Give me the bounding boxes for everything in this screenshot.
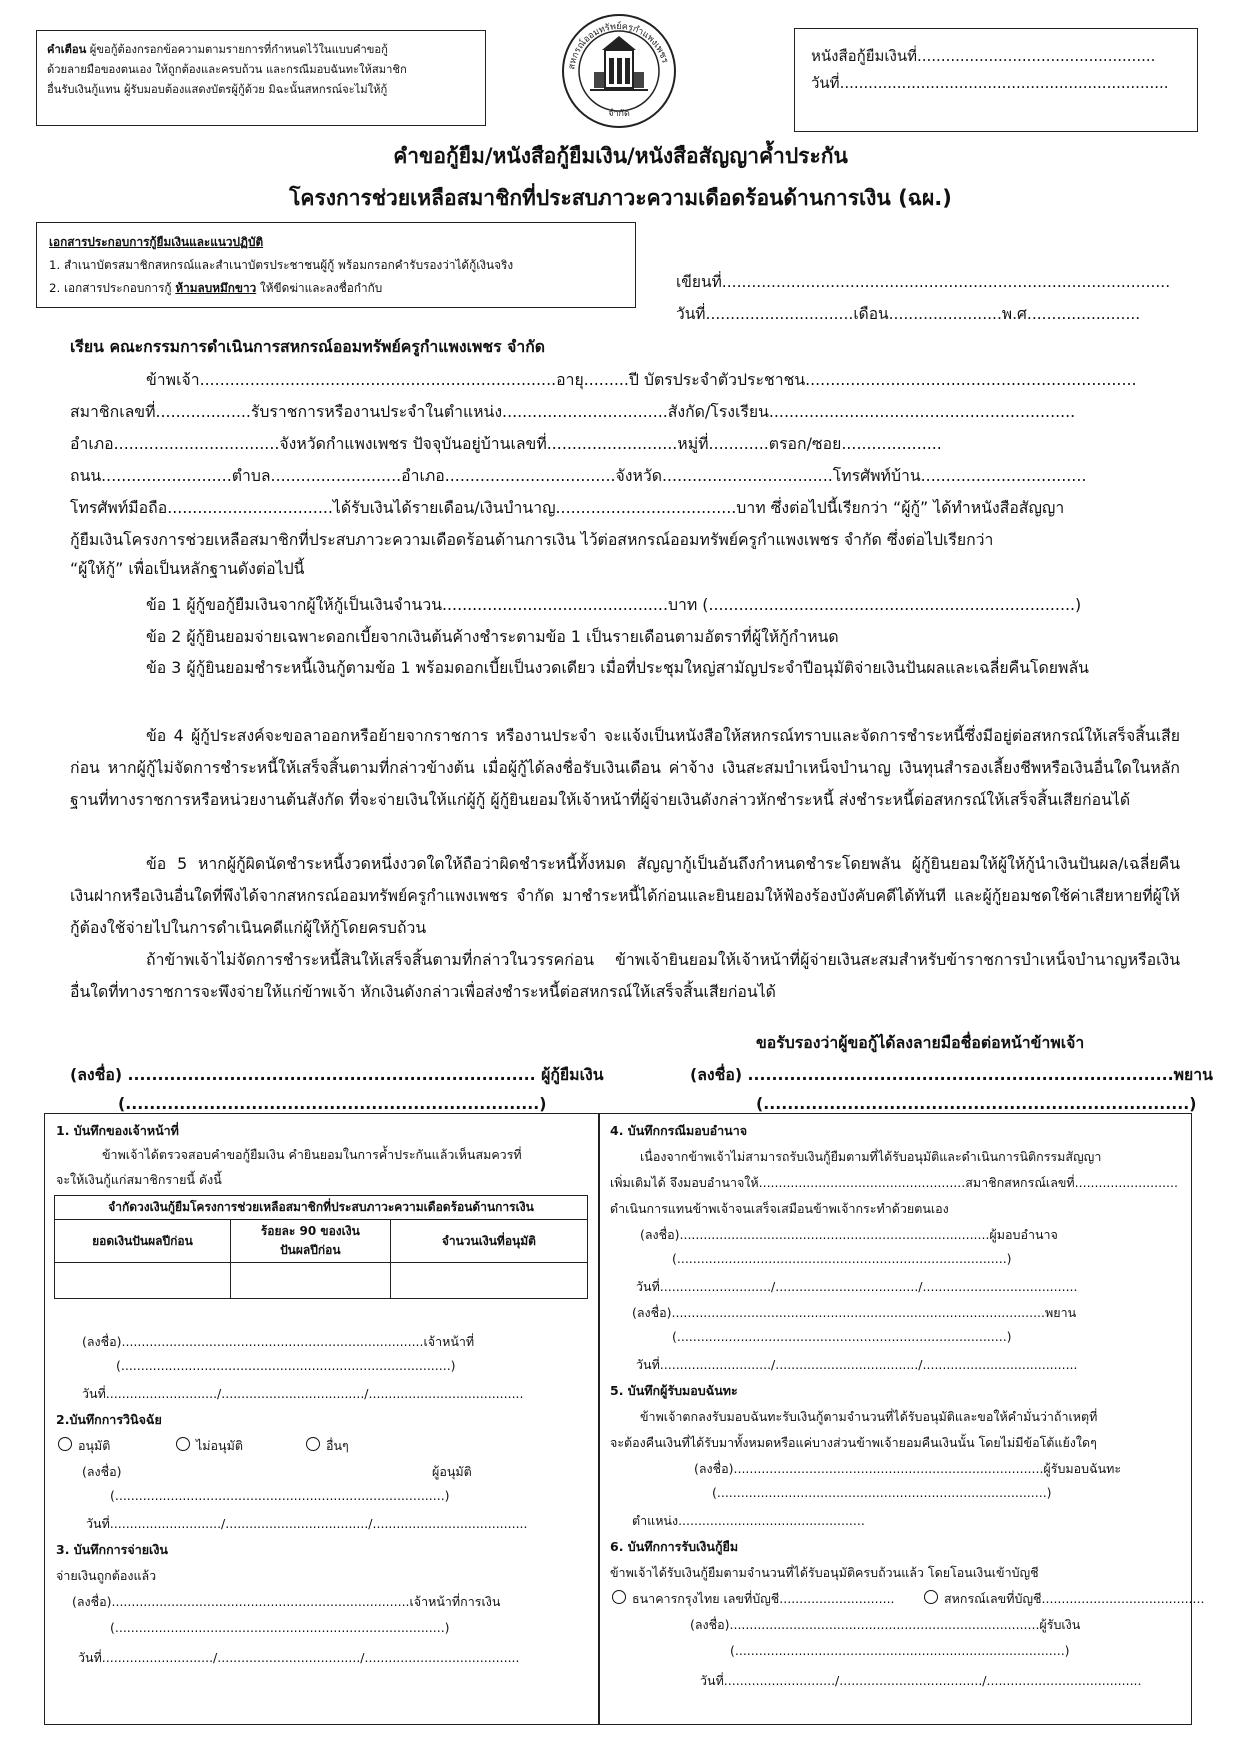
officer-record-title: 1. บันทึกของเจ้าหน้าที่	[56, 1123, 179, 1138]
cashier-date-field[interactable]: วันที่............................/..................................../.......................................	[78, 1650, 520, 1665]
approver-role: ผู้อนุมัติ	[432, 1464, 472, 1479]
power-of-attorney-title: 4. บันทึกกรณีมอบอำนาจ	[610, 1123, 748, 1138]
cashier-signature-field[interactable]: (ลงชื่อ)...........................................................................เจ้าหน้าที่การเงิน	[72, 1594, 501, 1609]
written-at-field[interactable]: เขียนที่...........................................................................................	[676, 273, 1171, 291]
option-other[interactable]: อื่นๆ	[306, 1436, 349, 1456]
radio-circle-icon	[176, 1437, 190, 1451]
form-subtitle: โครงการช่วยเหลือสมาชิกที่ประสบภาวะความเดือดร้อนด้านการเงิน (ฉผ.)	[289, 186, 952, 210]
written-date-field[interactable]: วันที่..............................เดือน.......................พ.ศ.......................	[676, 305, 1141, 323]
radio-circle-icon	[612, 1590, 626, 1604]
witness-signature-field[interactable]: (ลงชื่อ) .......................................................................พยาน	[690, 1065, 1213, 1084]
clause-5: ข้อ 5 หากผู้กู้ผิดนัดชำระหนี้งวดหนึ่งงวดใดให้ถือว่าผิดชำระหนี้ทั้งหมด สัญญากู้เป็นอันถึงกำหนดชำระโดยพลัน ผู้กู้ยินยอมให้ผู้ให้กู้นำเงินปันผล/เฉลี่ยคืน เงินฝากหรือเงินอื่นใดที่พึงได้จากสหกรณ์ออมทรัพย์ครูกำแพงเพชร จำกัด มาชำระหนี้ได้ก่อนและยินยอมให้ฟ้องร้องบังคับคดีได้ทันที และผู้กู้ยอมชดใช้ค่าเสียหายที่ผู้ให้กู้ต้องใช้จ่ายไปในการดำเนินคดีแก่ผู้ให้กู้โดยครบถ้วน	[70, 854, 1180, 937]
officer-record-p1: ข้าพเจ้าได้ตรวจสอบคำขอกู้ยืมเงิน คำยินยอมในการค้ำประกันแล้วเห็นสมควรที่	[102, 1147, 522, 1162]
body-line-7: “ผู้ให้กู้” เพื่อเป็นหลักฐานดังต่อไปนี้	[70, 559, 305, 578]
body-line-3[interactable]: อำเภอ.................................จังหวัดกำแพงเพชร ปัจจุบันอยู่บ้านเลขที่..........................หมู่ที่............ตรอก/ซอย....................	[70, 434, 942, 453]
poa-p2[interactable]: เพิ่มเติมได้ จึงมอบอำนาจให้....................................................สมาชิกสหกรณ์เลขที่..........................	[610, 1175, 1178, 1190]
body-line-1[interactable]: ข้าพเจ้า.......................................................................อายุ.........ปี บัตรประจำตัวประชาชน..................................................................	[146, 370, 1137, 389]
poa-p3: ดำเนินการแทนข้าพเจ้าจนเสร็จเสมือนข้าพเจ้ากระทำด้วยตนเอง	[610, 1201, 949, 1216]
radio-circle-icon	[58, 1437, 72, 1451]
poa-witness-signature-field[interactable]: (ลงชื่อ)..............................................................................................พยาน	[632, 1305, 1077, 1320]
seal-top-text: สหกรณ์ออมทรัพย์ครูกำแพงเพชร	[567, 21, 670, 71]
radio-circle-icon	[924, 1590, 938, 1604]
documents-item-2-warning: ห้ามลบหมึกขาว	[175, 281, 257, 295]
payment-title: 3. บันทึกการจ่ายเงิน	[56, 1542, 168, 1557]
cell-approved-amount[interactable]	[390, 1263, 587, 1299]
body-line-6: กู้ยืมเงินโครงการช่วยเหลือสมาชิกที่ประสบภาวะความเดือดร้อนด้านการเงิน ไว้ต่อสหกรณ์ออมทรัพย์ครูกำแพงเพชร จำกัด ซึ่งต่อไปเรียกว่า	[70, 530, 994, 549]
col-prev-dividend: ยอดเงินปันผลปีก่อน	[55, 1220, 231, 1263]
approver-signature-field[interactable]: (ลงชื่อ)	[82, 1464, 122, 1479]
approver-name-field[interactable]: (...................................................................................)	[110, 1488, 450, 1503]
body-line-4[interactable]: ถนน..........................ตำบล..........................อำเภอ..................................จังหวัด..................................โทรศัพท์บ้าน.................................	[70, 466, 1087, 485]
witness-name-field[interactable]: (.......................................................................)	[756, 1094, 1197, 1113]
cashier-name-field[interactable]: (...................................................................................)	[110, 1620, 450, 1635]
option-reject[interactable]: ไม่อนุมัติ	[176, 1436, 243, 1456]
grantor-date-field[interactable]: วันที่............................/..................................../.......................................	[636, 1279, 1078, 1294]
officer-date-field[interactable]: วันที่............................/..................................../.......................................	[82, 1386, 524, 1401]
poa-witness-name-field[interactable]: (...................................................................................)	[672, 1329, 1012, 1344]
documents-item-1: 1. สำเนาบัตรสมาชิกสหกรณ์และสำเนาบัตรประชาชนผู้กู้ พร้อมกรอกคำรับรองว่าได้กู้เงินจริง	[49, 258, 514, 272]
proxy-p1: ข้าพเจ้าตกลงรับมอบฉันทะรับเงินกู้ตามจำนวนที่ได้รับอนุมัติและขอให้คำมั่นว่าถ้าเหตุที่	[640, 1409, 1098, 1424]
approver-date-field[interactable]: วันที่............................/..................................../.......................................	[86, 1516, 528, 1531]
col-90-percent: ร้อยละ 90 ของเงิน	[260, 1224, 360, 1238]
borrower-name-field[interactable]: (.....................................................................)	[118, 1094, 547, 1113]
witness-certification: ขอรับรองว่าผู้ขอกู้ได้ลงลายมือชื่อต่อหน้าข้าพเจ้า	[756, 1033, 1085, 1052]
receiver-date-field[interactable]: วันที่............................/..................................../.......................................	[700, 1673, 1142, 1688]
receipt-record-title: 6. บันทึกการรับเงินกู้ยืม	[610, 1539, 739, 1554]
receipt-note: ข้าพเจ้าได้รับเงินกู้ยืมตามจำนวนที่ได้รับอนุมัติครบถ้วนแล้ว โดยโอนเงินเข้าบัญชี	[610, 1565, 1039, 1580]
contract-number-field[interactable]: หนังสือกู้ยืมเงินที่..................................................	[811, 47, 1156, 65]
payment-note: จ่ายเงินถูกต้องแล้ว	[56, 1568, 157, 1583]
loan-limit-table	[54, 1195, 588, 1299]
column-divider	[598, 1113, 600, 1725]
warning-line1: ผู้ขอกู้ต้องกรอกข้อความตามรายการที่กำหนดไว้ในแบบคำขอกู้	[89, 43, 388, 56]
option-krungthai-account[interactable]: ธนาคารกรุงไทย เลขที่บัญชี.............................	[612, 1589, 895, 1609]
receiver-signature-field[interactable]: (ลงชื่อ)..............................................................................ผู้รับเงิน	[690, 1617, 1081, 1632]
body-line-5[interactable]: โทรศัพท์มือถือ.................................ได้รับเงินได้รายเดือน/เงินบำนาญ....................................บาท ซึ่งต่อไปนี้เรียกว่า “ผู้กู้” ได้ทำหนังสือสัญญา	[70, 498, 1065, 517]
grantor-signature-field[interactable]: (ลงชื่อ)..............................................................................ผู้มอบอำนาจ	[640, 1227, 1058, 1242]
cell-prev-dividend[interactable]	[55, 1263, 231, 1299]
seal-bottom-text: จำกัด	[608, 109, 630, 119]
warning-line3: อื่นรับเงินกู้แทน ผู้รับมอบต้องแสดงบัตรผู้กู้ด้วย มิฉะนั้นสหกรณ์จะไม่ให้กู้	[47, 83, 388, 96]
contract-date-field[interactable]: วันที่.....................................................................	[811, 74, 1169, 92]
clause-4: ข้อ 4 ผู้กู้ประสงค์จะขอลาออกหรือย้ายจากราชการ หรืองานประจำ จะแจ้งเป็นหนังสือให้สหกรณ์ทราบและจัดการชำระหนี้ซึ่งมีอยู่ต่อสหกรณ์ให้เสร็จสิ้นเสียก่อน หากผู้กู้ไม่จัดการชำระหนี้ให้เสร็จสิ้นตามที่กล่าวข้างต้น เมื่อผู้กู้ได้ลงชื่อรับเงินเดือน ค่าจ้าง เงินสะสมบำเหน็จบำนาญ เงินทุนสำรองเลี้ยงชีพหรือเงินอื่นใดในหลักฐานที่ทางราชการหรือหน่วยงานต้นสังกัด ที่จะจ่ายเงินให้แก่ผู้กู้ ผู้กู้ยินยอมให้เจ้าหน้าที่ผู้จ่ายเงินดังกล่าวหักชำระหนี้ ส่งชำระหนี้ต่อสหกรณ์ให้เสร็จสิ้นเสียก่อนได้	[70, 726, 1180, 809]
cell-90-percent[interactable]	[230, 1263, 390, 1299]
col-approved-amount: จำนวนเงินที่อนุมัติ	[390, 1220, 587, 1263]
borrower-signature-field[interactable]: (ลงชื่อ) .................................................................... ผู้กู้ยืมเงิน	[70, 1065, 604, 1084]
poa-p1: เนื่องจากข้าพเจ้าไม่สามารถรับเงินกู้ยืมตามที่ได้รับอนุมัติและดำเนินการนิติกรรมสัญญา	[640, 1149, 1102, 1164]
documents-box	[36, 222, 636, 308]
col-90-percent-sub: ปันผลปีก่อน	[280, 1243, 341, 1257]
documents-heading: เอกสารประกอบการกู้ยืมเงินและแนวปฏิบัติ	[49, 235, 264, 249]
radio-circle-icon	[306, 1437, 320, 1451]
documents-item-2: 2. เอกสารประกอบการกู้	[49, 281, 176, 295]
body-line-2[interactable]: สมาชิกเลขที่...................รับราชการหรืองานประจำในตำแหน่ง.................................สังกัด/โรงเรียน.............................................................	[70, 402, 1076, 421]
officer-record-p2: จะให้เงินกู้แก่สมาชิกรายนี้ ดังนี้	[56, 1172, 222, 1187]
clause-2: ข้อ 2 ผู้กู้ยินยอมจ่ายเฉพาะดอกเบี้ยจากเงินต้นค้างชำระตามข้อ 1 เป็นรายเดือนตามอัตราที่ผู้ให้กู้กำหนด	[146, 627, 839, 646]
proxy-p2: จะต้องคืนเงินที่ได้รับมาทั้งหมดหรือแค่บางส่วนข้าพเจ้ายอมคืนเงินนั้น โดยไม่มีข้อโต้แย้งใดๆ	[610, 1435, 1097, 1450]
loan-limit-table-title: จำกัดวงเงินกู้ยืมโครงการช่วยเหลือสมาชิกที่ประสบภาวะความเดือดร้อนด้านการเงิน	[55, 1196, 588, 1220]
receiver-name-field[interactable]: (...................................................................................)	[730, 1643, 1070, 1658]
proxy-signature-field[interactable]: (ลงชื่อ)..............................................................................ผู้รับมอบฉันทะ	[694, 1461, 1122, 1476]
warning-line2: ด้วยลายมือของตนเอง ให้ถูกต้องและครบถ้วน และกรณีมอบฉันทะให้สมาชิก	[47, 63, 407, 76]
form-title: คำขอกู้ยืม/หนังสือกู้ยืมเงิน/หนังสือสัญญาค้ำประกัน	[393, 144, 848, 168]
salutation: เรียน คณะกรรมการดำเนินการสหกรณ์ออมทรัพย์ครูกำแพงเพชร จำกัด	[70, 337, 546, 356]
contract-ref-box	[794, 28, 1198, 132]
proxy-record-title: 5. บันทึกผู้รับมอบฉันทะ	[610, 1383, 738, 1398]
clause-6: ถ้าข้าพเจ้าไม่จัดการชำระหนี้สินให้เสร็จสิ้นตามที่กล่าวในวรรคก่อน ข้าพเจ้ายินยอมให้เจ้าหน้าที่ผู้จ่ายเงินสะสมสำหรับข้าราชการบำเหน็จบำนาญหรือเงินอื่นใดที่ทางราชการจะพึงจ่ายให้แก่ข้าพเจ้า หักเงินดังกล่าวเพื่อส่งชำระหนี้ต่อสหกรณ์ให้เสร็จสิ้นเสียก่อนได้	[70, 950, 1180, 1001]
decision-title: 2.บันทึกการวินิจฉัย	[56, 1412, 162, 1427]
option-coop-account[interactable]: สหกรณ์เลขที่บัญชี.........................................	[924, 1589, 1204, 1609]
option-approve[interactable]: อนุมัติ	[58, 1436, 110, 1456]
documents-item-2-tail: ให้ขีดฆ่าและลงชื่อกำกับ	[256, 281, 383, 295]
cooperative-seal-icon	[560, 12, 678, 130]
clause-1[interactable]: ข้อ 1 ผู้กู้ขอกู้ยืมเงินจากผู้ให้กู้เป็นเงินจำนวน.............................................บาท (.........................................................................)	[146, 595, 1082, 614]
proxy-position-field[interactable]: ตำแหน่ง...............................................	[632, 1513, 865, 1528]
warning-box	[36, 30, 486, 126]
proxy-name-field[interactable]: (...................................................................................)	[712, 1485, 1052, 1500]
poa-witness-date-field[interactable]: วันที่............................/..................................../.......................................	[636, 1357, 1078, 1372]
officer-signature-field[interactable]: (ลงชื่อ)............................................................................เจ้าหน้าที่	[82, 1334, 475, 1349]
place-block	[676, 266, 1170, 330]
warning-label: คำเตือน	[47, 43, 87, 56]
clause-3: ข้อ 3 ผู้กู้ยินยอมชำระหนี้เงินกู้ตามข้อ 1 พร้อมดอกเบี้ยเป็นงวดเดียว เมื่อที่ประชุมใหญ่สามัญประจำปีอนุมัติจ่ายเงินปันผลและเฉลี่ยคืนโดยพลัน	[146, 658, 1089, 677]
grantor-name-field[interactable]: (...................................................................................)	[672, 1251, 1012, 1266]
officer-name-field[interactable]: (...................................................................................)	[116, 1358, 456, 1373]
